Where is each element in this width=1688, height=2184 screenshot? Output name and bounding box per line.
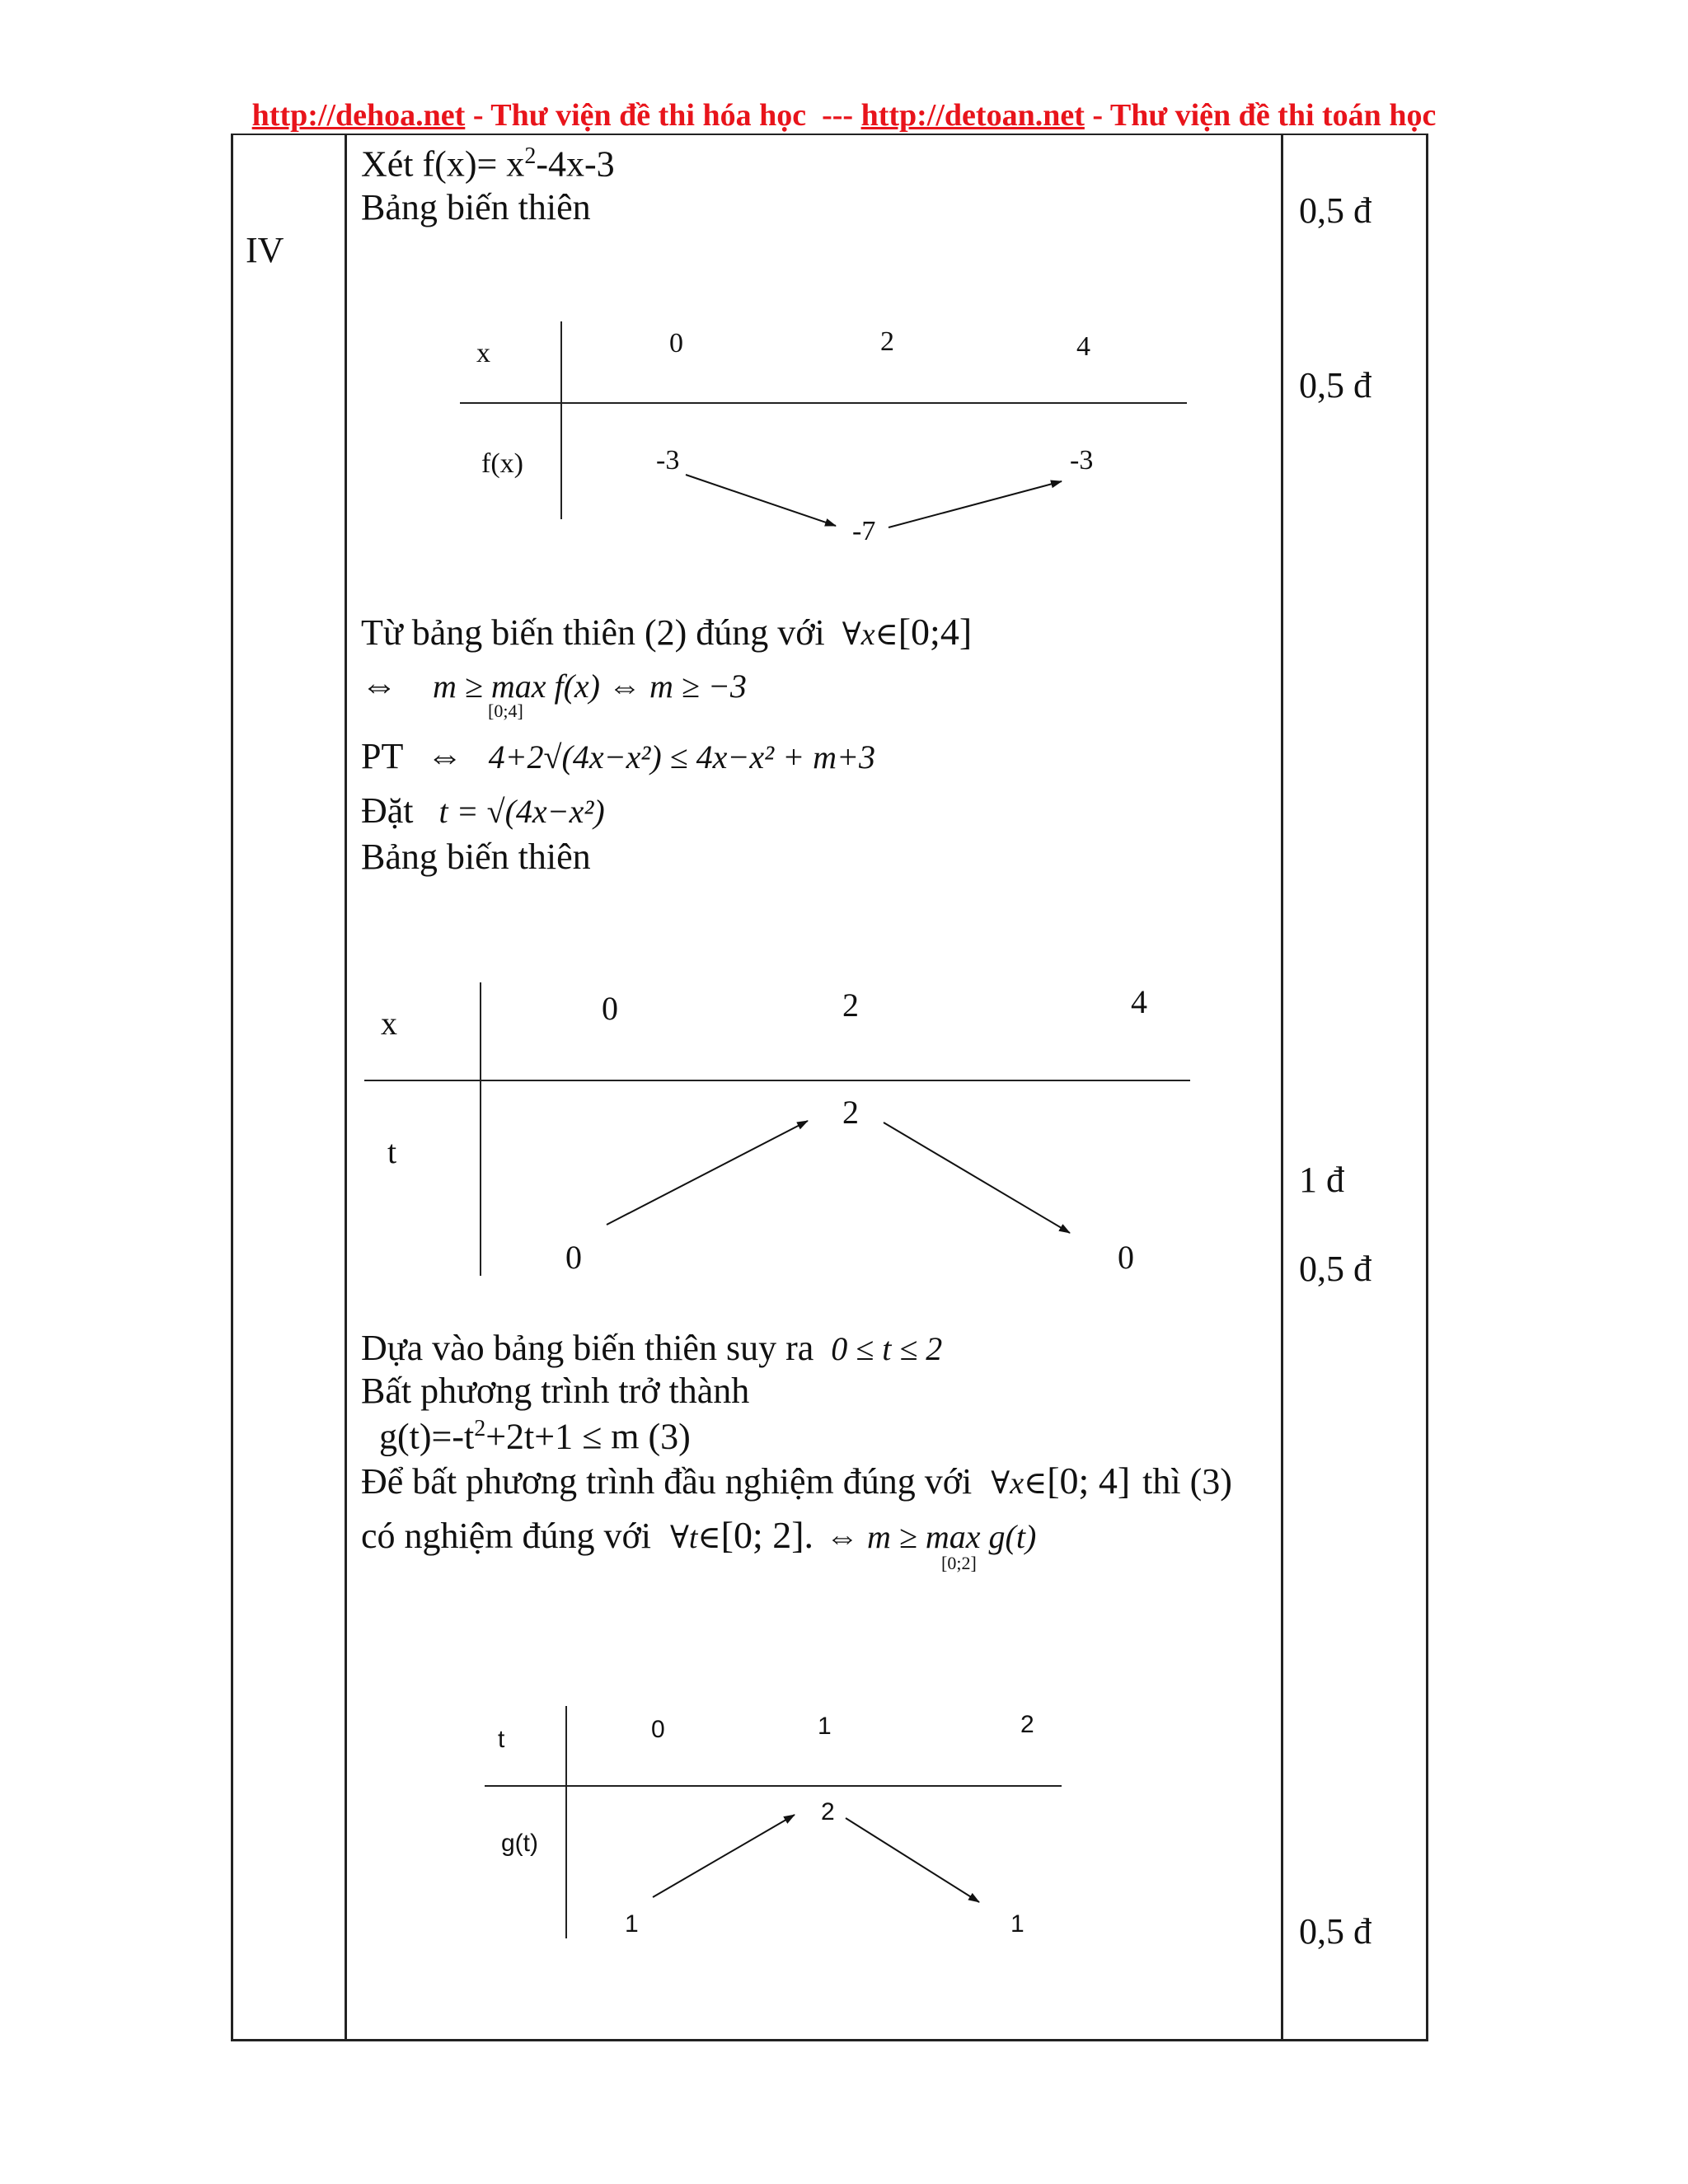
score-2: 0,5 đ [1299, 365, 1372, 405]
table1-x2: 4 [1076, 331, 1090, 362]
header-link-dehoa[interactable]: http://dehoa.net [251, 98, 466, 133]
text-line-1: Xét $f(x)= x^2-4x-3$ [361, 143, 615, 185]
table1-arrow-up [889, 481, 1062, 527]
table2-row2-label: t [387, 1133, 397, 1170]
text-line-6: Đặt t = √(4x−x²) [361, 790, 605, 831]
table3-arrow-down [846, 1818, 979, 1902]
table2-arrow-up [607, 1121, 808, 1225]
table2-t0: 0 [565, 1239, 582, 1276]
table2-x1: 2 [842, 987, 859, 1024]
table2-x2: 4 [1131, 983, 1147, 1020]
table1-row1-label: x [476, 338, 490, 368]
table3-x0: 0 [651, 1716, 665, 1743]
table1-f2: -3 [1070, 445, 1094, 476]
score-1: 0,5 đ [1299, 190, 1372, 231]
text-line-10: $g(t)=-t^2+2t+1 \le m$ (3) [379, 1416, 691, 1457]
text-line-3: Từ bảng biến thiên (2) đúng với ∀x∈[0;4] [361, 611, 973, 653]
text-line-12: có nghiệm đúng với ∀t∈[0; 2]. ⇔ m ≥ max g(t) [361, 1514, 1037, 1556]
table2-t1: 2 [842, 1094, 859, 1131]
text-line-11: Để bất phương trình đầu nghiệm đúng với ∀x∈[0; 4] thì (3) [361, 1460, 1232, 1502]
score-5: 0,5 đ [1299, 1911, 1372, 1952]
header-label-dehoa: - Thư viện đề thi hóa học [465, 98, 807, 133]
table1-x1: 2 [880, 326, 894, 357]
table1-arrow-down [686, 475, 836, 526]
table3-arrow-up [653, 1815, 795, 1897]
score-4: 0,5 đ [1299, 1249, 1372, 1289]
text-line-7: Bảng biến thiên [361, 837, 591, 877]
header-separator: --- [806, 98, 861, 133]
table3-row1-label: t [498, 1726, 505, 1753]
table2-arrow-down [884, 1122, 1070, 1233]
max-subscript-1: [0;4] [488, 701, 523, 721]
table1-row2-label: f(x) [481, 448, 523, 479]
table3-g2: 1 [1010, 1910, 1025, 1938]
table2-x0: 0 [602, 990, 618, 1027]
table3-x1: 1 [818, 1713, 832, 1740]
header-label-detoan: - Thư viện đề thi toán học [1084, 98, 1437, 133]
header-link-detoan[interactable]: http://detoan.net [860, 98, 1085, 133]
text-line-8: Dựa vào bảng biến thiên suy ra 0 ≤ t ≤ 2 [361, 1328, 943, 1368]
section-number: IV [246, 230, 284, 270]
table1-f0: -3 [656, 445, 680, 476]
text-line-5: PT ⇔ 4+2√(4x−x²) ≤ 4x−x² + m+3 [361, 736, 875, 776]
table2-t2: 0 [1118, 1239, 1134, 1276]
max-subscript-2: [0;2] [941, 1553, 977, 1573]
text-line-4: ⇔ m ≥ max f(x) ⇔ m ≥ −3 [361, 665, 747, 705]
text-line-9: Bất phương trình trở thành [361, 1371, 750, 1411]
table1-f1: -7 [852, 516, 876, 546]
table3-row2-label: g(t) [501, 1830, 538, 1857]
table1-x0: 0 [669, 328, 683, 359]
text-line-2: Bảng biến thiên [361, 187, 591, 227]
table3-x2: 2 [1020, 1711, 1034, 1738]
table3-g0: 1 [625, 1910, 639, 1938]
score-3: 1 đ [1299, 1160, 1344, 1200]
table2-row1-label: x [381, 1005, 397, 1042]
table3-g1: 2 [821, 1798, 835, 1825]
